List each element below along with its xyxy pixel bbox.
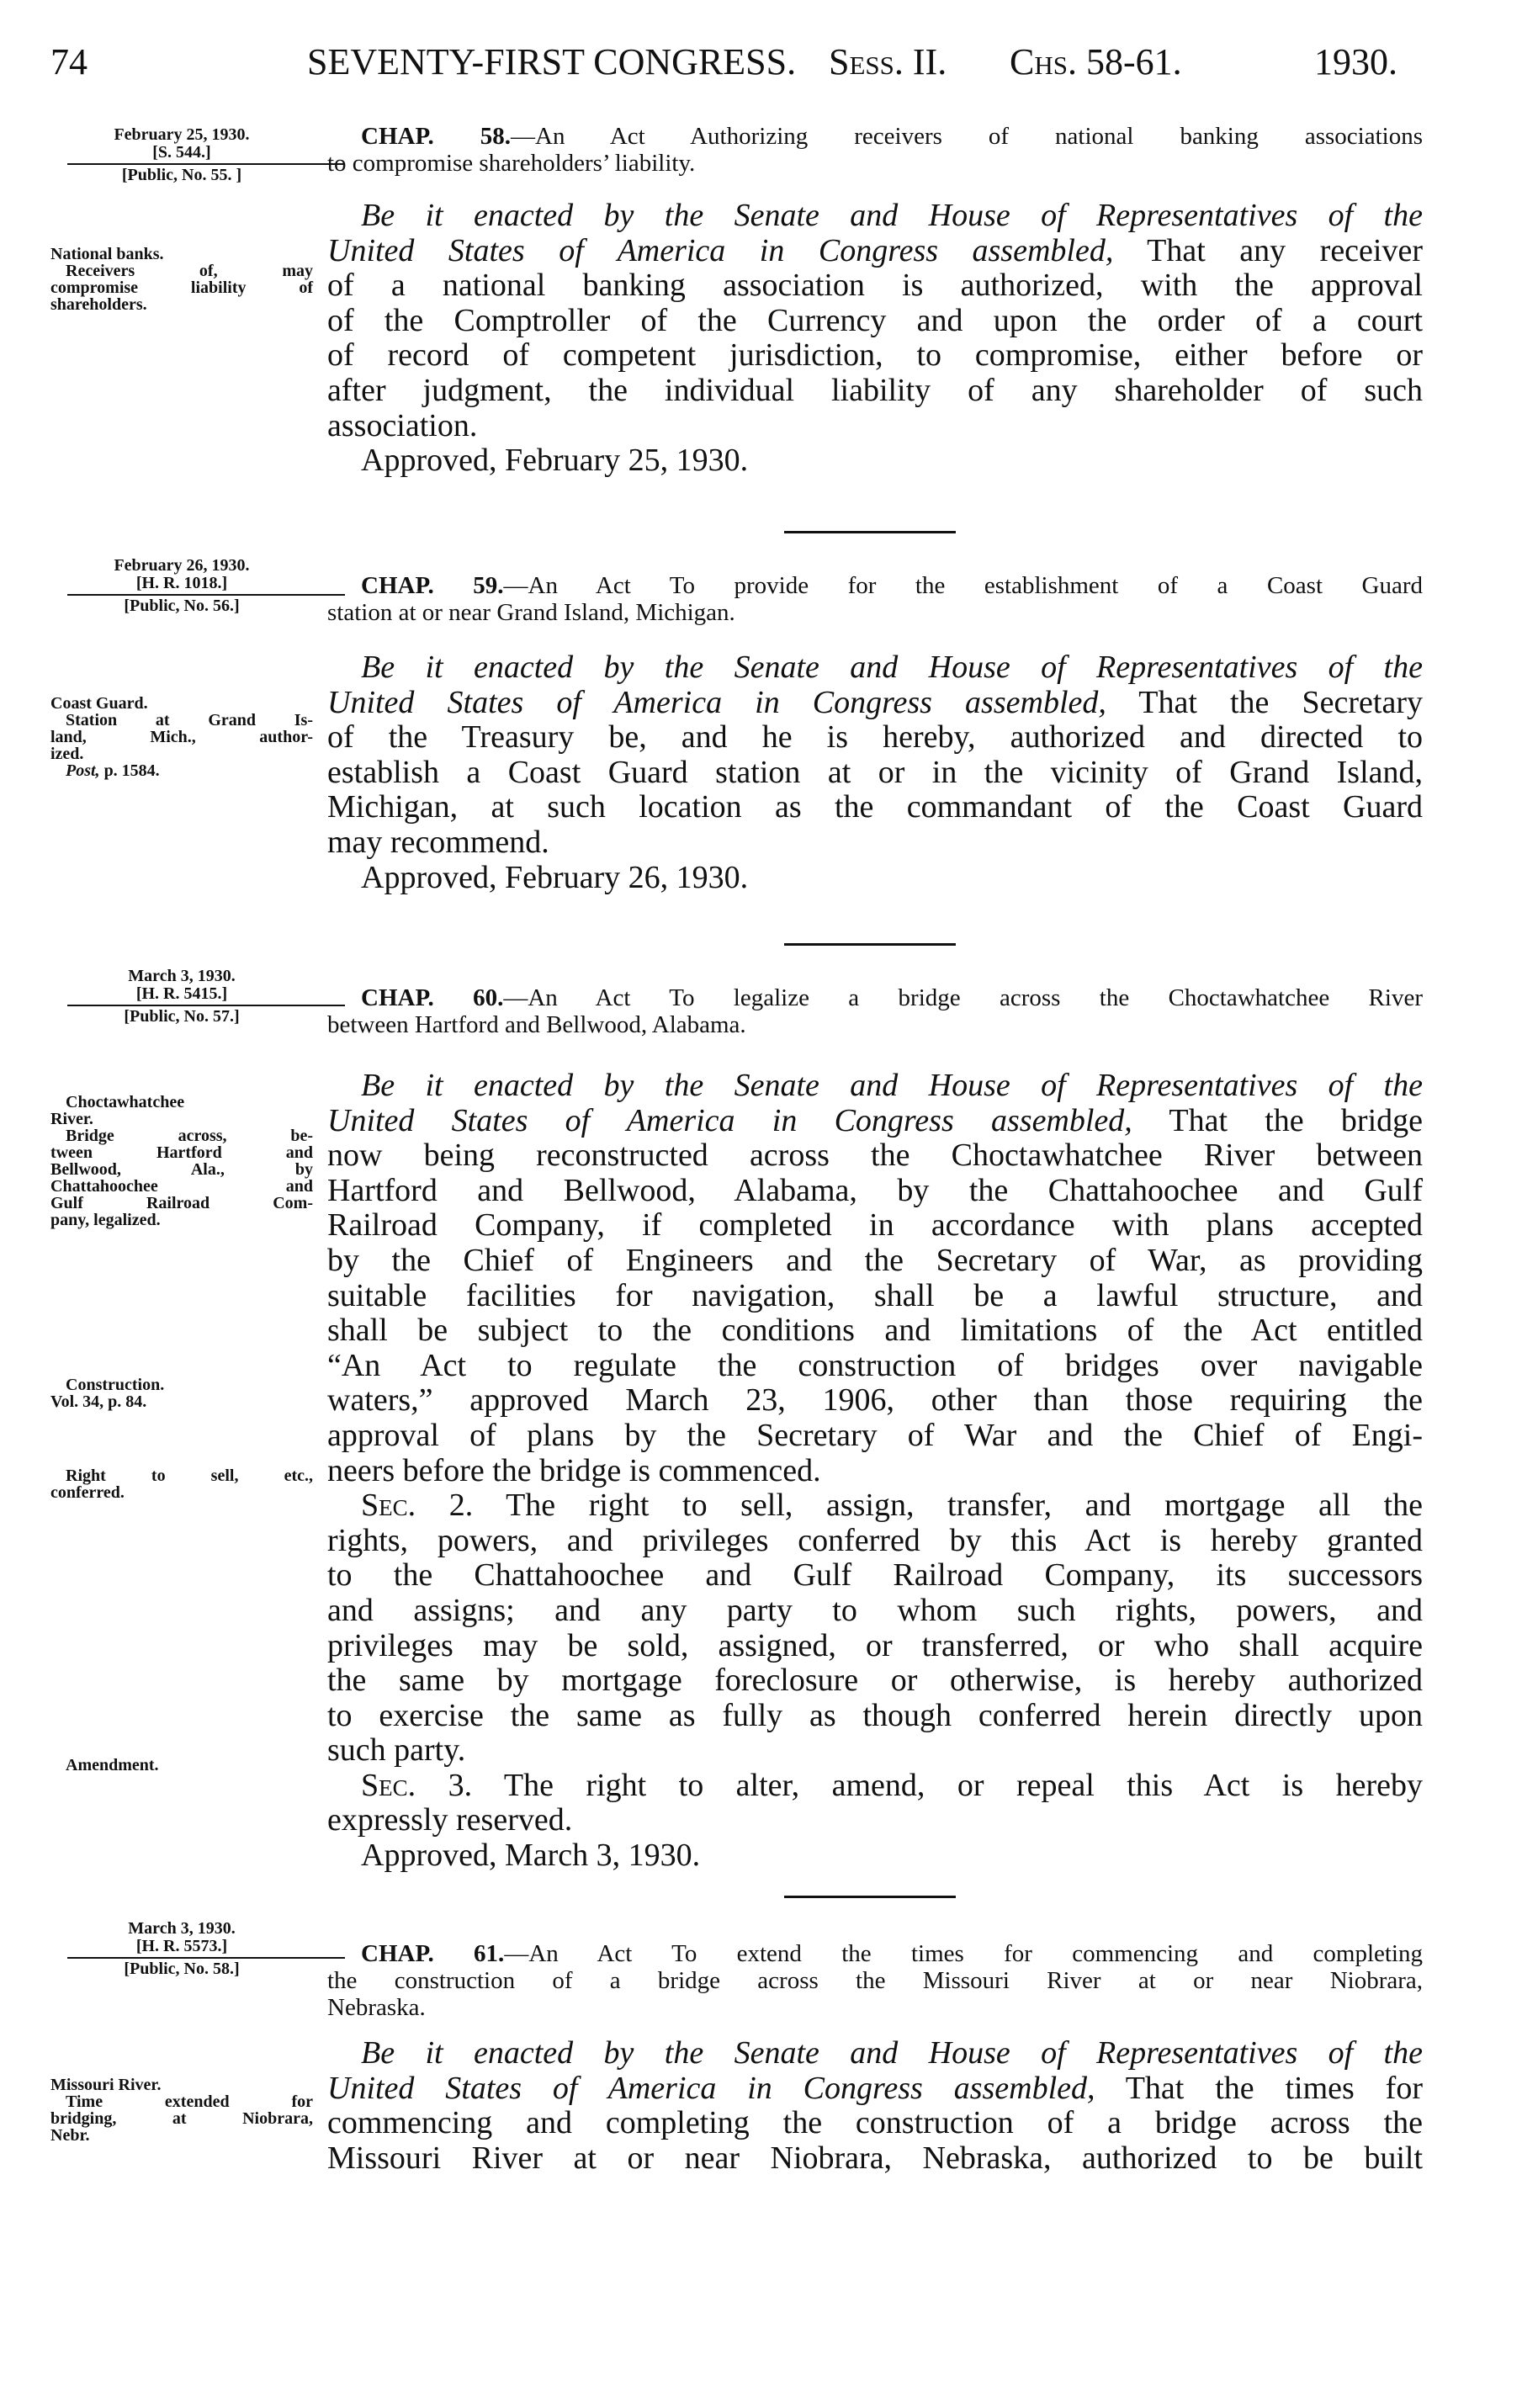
chapter-number: CHAP. 60. — [361, 984, 504, 1011]
text: pany, legalized. — [50, 1211, 161, 1229]
text: That the bridge — [1132, 1102, 1423, 1138]
text-line — [327, 2106, 1423, 2141]
text: —An Act To provide for the establishment of a Coast Guard — [503, 572, 1423, 599]
section-label: Sec. 2. — [361, 1488, 474, 1524]
text: Gulf Railroad Com- — [50, 1194, 313, 1212]
text: Station at Grand Is- — [66, 711, 313, 729]
text-line — [327, 1663, 1423, 1699]
text-line — [50, 296, 313, 313]
text-line — [327, 1838, 1423, 1874]
text-line — [327, 686, 1423, 721]
text: “An Act to regulate the construction of bridges over navigable — [327, 1347, 1423, 1383]
text: —An Act Authorizing receivers of national banking associations — [511, 123, 1424, 150]
act-date: March 3, 1930. — [128, 1919, 236, 1938]
text: conferred. — [50, 1483, 125, 1502]
text-line — [327, 1174, 1423, 1209]
margin-note-coast-guard — [50, 695, 313, 779]
text: neers before the bridge is commenced. — [327, 1452, 821, 1488]
chapter-number: CHAP. 58. — [361, 123, 511, 150]
text-line — [327, 790, 1423, 825]
text: Michigan, at such location as the commandant of the Coast Guard — [327, 789, 1423, 825]
text-line — [327, 409, 1423, 444]
text-line — [327, 1967, 1423, 1994]
text: of the Treasury be, and he is hereby, authorized and directed to — [327, 719, 1423, 756]
italic-text: Post, — [66, 761, 100, 780]
act-date: February 26, 1930. — [114, 556, 250, 575]
text-line — [327, 2036, 1423, 2071]
text: tween Hartford and — [50, 1143, 313, 1162]
italic-text: Be it enacted by the Senate and House of Representatives of the — [361, 650, 1423, 685]
text-line — [327, 1994, 1423, 2021]
chapter-61-heading — [327, 1940, 1423, 2021]
text: Bellwood, Ala., by — [50, 1160, 313, 1179]
text-line — [327, 756, 1423, 791]
section-divider — [784, 531, 956, 533]
text-line — [50, 762, 313, 779]
text: approval of plans by the Secretary of War and the Chief of Engi- — [327, 1417, 1423, 1453]
text-line — [327, 861, 1423, 896]
text-line — [327, 720, 1423, 756]
text-line — [327, 1594, 1423, 1629]
text: —An Act To legalize a bridge across the Choctawhatchee River — [503, 984, 1423, 1011]
text-line — [327, 650, 1423, 686]
text-line — [327, 2141, 1423, 2177]
text: Approved, February 26, 1930. — [361, 859, 749, 895]
text: Right to sell, etc., — [66, 1467, 313, 1485]
text: the construction of a bridge across the Missouri River at or near Niobrara, — [327, 1967, 1423, 1994]
session-label: Sess. II. — [829, 41, 947, 82]
text: after judgment, the individual liability of any shareholder of such — [327, 372, 1423, 408]
text-line — [50, 2077, 313, 2093]
text: the same by mortgage foreclosure or otherwise, is hereby authorized — [327, 1663, 1423, 1699]
text-line — [327, 1454, 1423, 1489]
text-line — [327, 1488, 1423, 1524]
text: Railroad Company, if completed in accordance with plans accepted — [327, 1207, 1423, 1244]
italic-text: United States of America in Congress assembled, — [327, 2070, 1095, 2106]
text-line — [327, 1733, 1423, 1769]
text-line — [327, 1138, 1423, 1174]
text: rights, powers, and privileges conferred by this Act is hereby granted — [327, 1522, 1423, 1558]
text-line — [327, 572, 1423, 599]
text-line — [327, 199, 1423, 234]
text-line — [50, 2093, 313, 2110]
text: Coast Guard. — [50, 694, 148, 713]
text-line — [327, 443, 1423, 479]
text-line — [50, 1212, 313, 1228]
public-law-number: [Public, No. 55. ] — [121, 166, 242, 184]
text-line — [50, 745, 313, 762]
act-60-citation — [50, 968, 313, 1026]
margin-note-national-banks — [50, 246, 313, 313]
text-line — [50, 1094, 313, 1111]
text: establish a Coast Guard station at or in the vicinity of Grand Island, — [327, 754, 1423, 790]
text-line — [50, 1376, 313, 1393]
text: Approved, March 3, 1930. — [361, 1838, 701, 1874]
citation-rule — [67, 594, 345, 596]
text-line — [327, 338, 1423, 374]
text-line — [327, 1069, 1423, 1104]
citation-rule — [67, 1957, 345, 1959]
text-line — [50, 1111, 313, 1127]
public-law-number: [Public, No. 56.] — [124, 597, 240, 615]
chapter-number: CHAP. 59. — [361, 572, 504, 599]
text: Hartford and Bellwood, Alabama, by the Chattahoochee and Gulf — [327, 1172, 1423, 1208]
text-line — [327, 1769, 1423, 1804]
text: p. 1584. — [99, 761, 160, 780]
text: River. — [50, 1110, 93, 1128]
citation-rule — [67, 163, 345, 165]
text: land, Mich., author- — [50, 728, 313, 746]
text-line — [50, 712, 313, 729]
text-line — [327, 1279, 1423, 1314]
section-divider — [784, 1896, 956, 1898]
text: between Hartford and Bellwood, Alabama. — [327, 1011, 746, 1038]
act-58-citation — [50, 126, 313, 184]
text: to compromise shareholders’ liability. — [327, 150, 696, 177]
margin-note-construction — [50, 1376, 313, 1410]
italic-text: United States of America in Congress assembled, — [327, 232, 1114, 268]
text: —An Act To extend the times for commencing and completing — [504, 1940, 1423, 1967]
chapter-58-text — [327, 199, 1423, 479]
text-line — [327, 1383, 1423, 1419]
text: station at or near Grand Island, Michigan. — [327, 599, 735, 626]
text: ized. — [50, 745, 84, 763]
text: Receivers of, may — [66, 262, 313, 280]
text: That the times for — [1095, 2070, 1423, 2106]
margin-note-right-to-sell — [50, 1467, 313, 1501]
text: association. — [327, 407, 478, 443]
text: National banks. — [50, 245, 164, 263]
text-line — [50, 1178, 313, 1195]
italic-text: United States of America in Congress assembled, — [327, 1102, 1132, 1138]
text: of a national banking association is authorized, with the approval — [327, 268, 1423, 304]
text-line — [327, 123, 1423, 150]
text-line — [327, 1558, 1423, 1594]
chapter-59-heading — [327, 572, 1423, 626]
text-line — [327, 1629, 1423, 1664]
act-61-citation — [50, 1920, 313, 1978]
citation-rule — [67, 1005, 345, 1006]
bill-number: [H. R. 5573.] — [135, 1937, 228, 1955]
chapter-61-text — [327, 2036, 1423, 2176]
text-line — [327, 150, 1423, 177]
text: such party. — [327, 1732, 466, 1769]
text: to exercise the same as fully as though conferred herein directly upon — [327, 1697, 1423, 1733]
text: Time extended for — [66, 2092, 313, 2111]
text-line — [50, 1161, 313, 1178]
text: shareholders. — [50, 295, 147, 314]
chapter-number: CHAP. 61. — [361, 1940, 505, 1967]
text-line — [50, 279, 313, 296]
text: The right to sell, assign, transfer, and mortgage all the — [473, 1488, 1424, 1524]
text-line — [327, 825, 1423, 861]
text: Amendment. — [66, 1756, 159, 1774]
text-line — [327, 599, 1423, 626]
public-law-number: [Public, No. 57.] — [124, 1007, 240, 1026]
text: expressly reserved. — [327, 1802, 573, 1838]
text: Construction. — [66, 1376, 165, 1394]
text-line — [50, 2127, 313, 2144]
text-line — [327, 1699, 1423, 1734]
text-line — [327, 1524, 1423, 1559]
text: Approved, February 25, 1930. — [361, 443, 749, 479]
text: Choctawhatchee — [66, 1093, 185, 1111]
text: Vol. 34, p. 84. — [50, 1392, 147, 1411]
text: of record of competent jurisdiction, to compromise, either before or — [327, 337, 1423, 374]
italic-text: United States of America in Congress assembled, — [327, 684, 1106, 720]
text: Chattahoochee and — [50, 1177, 313, 1196]
text: The right to alter, amend, or repeal this Act is hereby — [472, 1767, 1423, 1803]
text: bridging, at Niobrara, — [50, 2109, 313, 2128]
act-date: February 25, 1930. — [114, 125, 250, 144]
text-line — [327, 1104, 1423, 1139]
text-line — [327, 304, 1423, 339]
margin-note-amendment — [50, 1757, 313, 1774]
text: to the Chattahoochee and Gulf Railroad Company, its successors — [327, 1557, 1423, 1594]
text-line — [50, 1467, 313, 1484]
text-line — [327, 1244, 1423, 1279]
page-header — [50, 40, 1430, 91]
text: Missouri River. — [50, 2076, 162, 2094]
text-line — [327, 1208, 1423, 1244]
text: That any receiver — [1113, 232, 1423, 268]
bill-number: [H. R. 1018.] — [135, 574, 228, 592]
text-line — [327, 1803, 1423, 1838]
text: commencing and completing the construction of a bridge across the — [327, 2105, 1423, 2141]
public-law-number: [Public, No. 58.] — [124, 1960, 240, 1978]
section-divider — [784, 943, 956, 946]
text-line — [50, 1127, 313, 1144]
text-line — [50, 263, 313, 279]
text: of the Comptroller of the Currency and upon the order of a court — [327, 302, 1423, 338]
text-line — [327, 1349, 1423, 1384]
italic-text: Be it enacted by the Senate and House of Representatives of the — [361, 198, 1423, 233]
bill-number: [H. R. 5415.] — [135, 984, 228, 1003]
text-line — [327, 2071, 1423, 2107]
text: compromise liability of — [50, 278, 313, 297]
text-line — [50, 1757, 313, 1774]
margin-note-choctawhatchee — [50, 1094, 313, 1228]
text-line — [50, 1484, 313, 1501]
text-line — [50, 1393, 313, 1410]
text: waters,” approved March 23, 1906, other than those requiring the — [327, 1382, 1423, 1419]
text: privileges may be sold, assigned, or transferred, or who shall acquire — [327, 1627, 1423, 1663]
italic-text: Be it enacted by the Senate and House of Representatives of the — [361, 2035, 1423, 2071]
bill-number: [S. 544.] — [152, 143, 211, 162]
text-line — [327, 1940, 1423, 1967]
chapters-label: Chs. 58-61. — [1010, 41, 1182, 82]
text: Missouri River at or near Niobrara, Nebraska, authorized to be built — [327, 2140, 1423, 2176]
text: and assigns; and any party to whom such rights, powers, and — [327, 1592, 1423, 1628]
text-line — [50, 1195, 313, 1212]
chapter-58-heading — [327, 123, 1423, 177]
text-line — [327, 1313, 1423, 1349]
text-line — [327, 374, 1423, 409]
text: Bridge across, be- — [66, 1127, 313, 1145]
text: suitable facilities for navigation, shall be a lawful structure, and — [327, 1277, 1423, 1313]
text-line — [50, 246, 313, 263]
text: That the Secretary — [1106, 684, 1423, 720]
text-line — [327, 1011, 1423, 1038]
act-date: March 3, 1930. — [128, 967, 236, 985]
text: now being reconstructed across the Choctawhatchee River between — [327, 1138, 1423, 1174]
chapter-60-text — [327, 1069, 1423, 1874]
text-line — [50, 729, 313, 745]
year-label: 1930. — [1314, 41, 1397, 82]
italic-text: Be it enacted by the Senate and House of Representatives of the — [361, 1068, 1423, 1103]
text-line — [327, 1419, 1423, 1454]
text: Nebr. — [50, 2126, 90, 2145]
running-title: SEVENTY-FIRST CONGRESS. — [307, 41, 797, 82]
margin-note-missouri-river — [50, 2077, 313, 2144]
text: Nebraska. — [327, 1994, 426, 2021]
text-line — [327, 984, 1423, 1011]
text-line — [327, 234, 1423, 269]
text: may recommend. — [327, 824, 549, 860]
page-number: 74 — [50, 41, 88, 82]
text-line — [50, 2110, 313, 2127]
chapter-59-text — [327, 650, 1423, 895]
text-line — [50, 1144, 313, 1161]
act-59-citation — [50, 557, 313, 615]
text-line — [50, 695, 313, 712]
text: by the Chief of Engineers and the Secretary of War, as providing — [327, 1242, 1423, 1278]
text: shall be subject to the conditions and limitations of the Act entitled — [327, 1313, 1423, 1349]
section-label: Sec. 3. — [361, 1767, 473, 1803]
chapter-60-heading — [327, 984, 1423, 1038]
text-line — [327, 268, 1423, 304]
